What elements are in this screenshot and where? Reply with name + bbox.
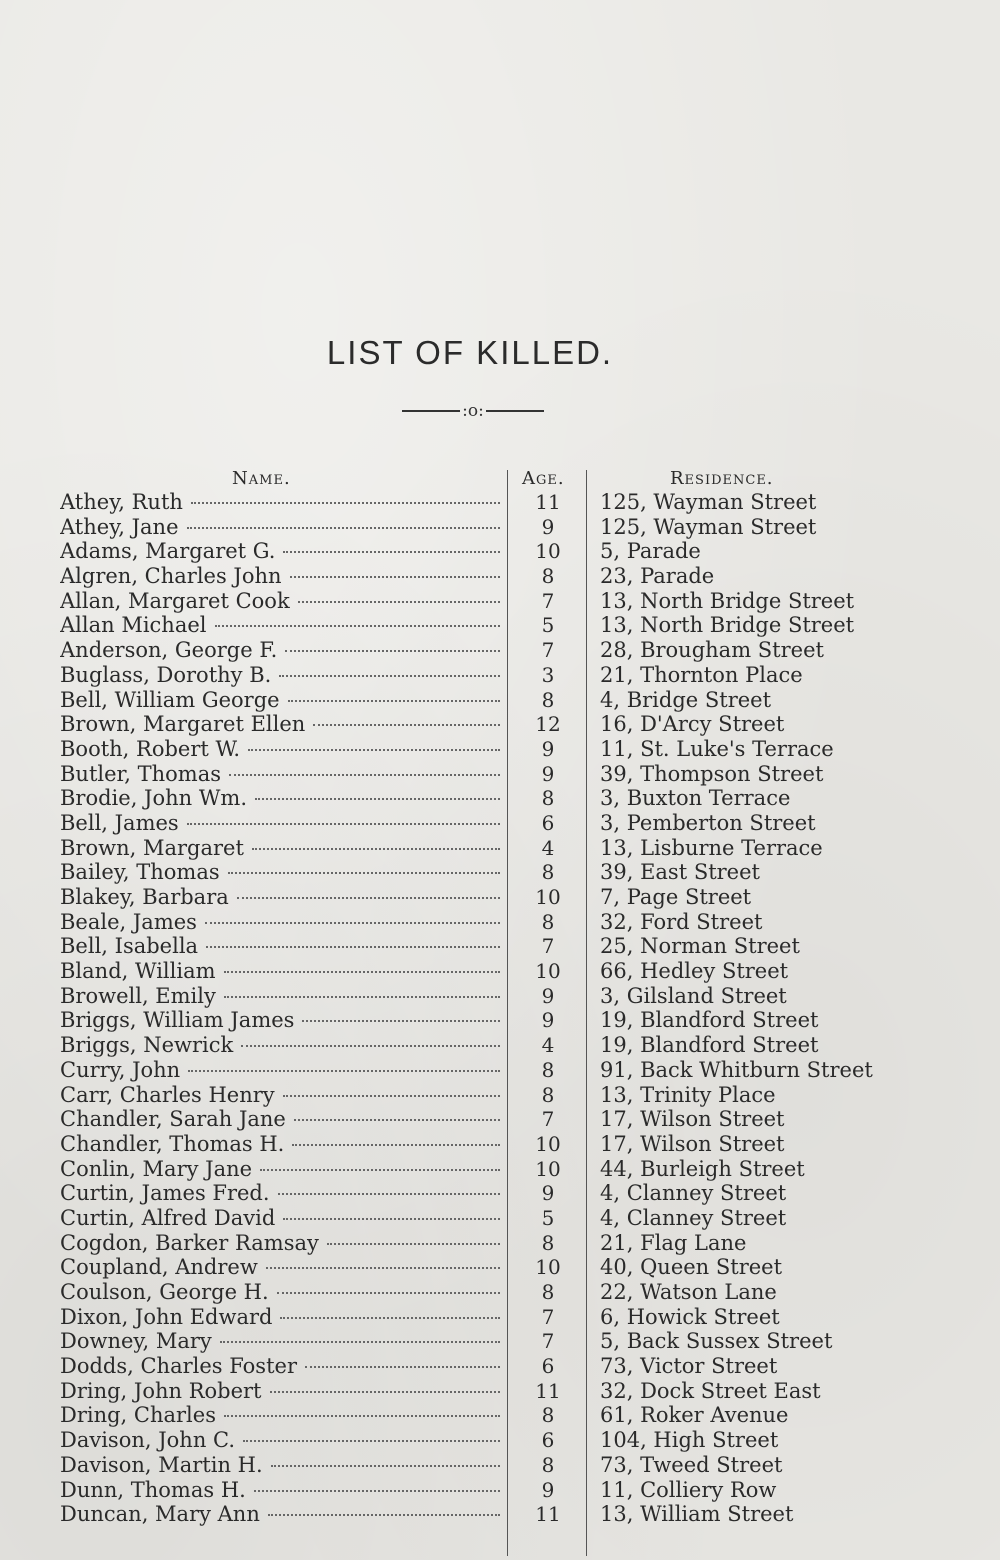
name-text: Downey, Mary	[60, 1329, 212, 1354]
residence-cell: 39, Thompson Street	[600, 761, 824, 786]
name-text: Briggs, William James	[60, 1008, 295, 1033]
table-row	[0, 1058, 1000, 1083]
name-text: Athey, Jane	[60, 514, 179, 539]
age-cell: 7	[541, 934, 555, 959]
dot-leader	[252, 848, 500, 850]
name-cell	[60, 811, 502, 836]
dot-leader	[288, 700, 500, 702]
age-cell: 5	[541, 1205, 555, 1230]
title-separator	[0, 400, 946, 421]
name-cell	[60, 1132, 502, 1157]
dot-leader	[237, 897, 500, 899]
dot-leader	[187, 527, 500, 529]
age-cell: 7	[541, 1304, 555, 1329]
name-text: Conlin, Mary Jane	[60, 1156, 253, 1181]
name-text: Chandler, Thomas H.	[60, 1131, 285, 1156]
name-text: Browell, Emily	[60, 983, 216, 1008]
table-row	[0, 1379, 1000, 1404]
age-cell: 7	[541, 638, 555, 663]
name-text: Bland, William	[60, 959, 216, 984]
name-cell	[60, 1107, 502, 1132]
residence-cell: 7, Page Street	[600, 885, 752, 909]
age-cell: 8	[541, 1403, 555, 1428]
residence-cell: 22, Watson Lane	[600, 1280, 777, 1304]
age-cell: 9	[541, 1477, 555, 1502]
residence-cell: 13, North Bridge Street	[600, 588, 855, 613]
dot-leader	[191, 502, 500, 504]
name-text: Carr, Charles Henry	[60, 1082, 275, 1107]
dot-leader	[255, 798, 500, 800]
name-cell	[60, 984, 502, 1009]
name-cell	[60, 1502, 502, 1527]
age-cell: 10	[535, 1255, 561, 1280]
name-text: Briggs, Newrick	[60, 1033, 234, 1058]
name-text: Brodie, John Wm.	[60, 786, 248, 811]
residence-cell: 6, Howick Street	[600, 1304, 780, 1329]
page-title: LIST OF KILLED.	[326, 334, 614, 371]
name-text: Bailey, Thomas	[60, 860, 220, 885]
table-row	[0, 1132, 1000, 1157]
name-text: Bell, James	[60, 810, 179, 835]
age-cell: 7	[541, 588, 555, 613]
age-cell: 6	[541, 1428, 555, 1453]
age-cell: 8	[541, 1057, 555, 1082]
age-cell: 9	[541, 1181, 555, 1206]
dot-leader	[277, 1292, 500, 1294]
dot-leader	[302, 1020, 500, 1022]
table-row	[0, 1428, 1000, 1453]
residence-cell: 91, Back Whitburn Street	[600, 1057, 873, 1082]
age-cell: 10	[535, 885, 561, 909]
age-cell: 8	[541, 1082, 555, 1107]
name-cell	[60, 613, 502, 638]
age-cell: 8	[541, 1452, 555, 1477]
age-cell: 8	[541, 909, 555, 934]
table-row	[0, 663, 1000, 688]
residence-cell: 4, Clanney Street	[600, 1181, 787, 1206]
age-cell: 4	[541, 1033, 555, 1058]
residence-cell: 104, High Street	[600, 1428, 779, 1453]
dot-leader	[280, 1317, 500, 1319]
name-cell	[60, 712, 502, 737]
column-header-residence: Residence.	[670, 468, 774, 489]
dot-leader	[294, 1119, 500, 1121]
age-cell: 9	[541, 1008, 555, 1033]
name-cell	[60, 786, 502, 811]
residence-cell: 19, Blandford Street	[600, 1008, 819, 1033]
dot-leader	[205, 922, 500, 924]
age-cell: 6	[541, 810, 555, 835]
name-cell	[60, 1231, 502, 1256]
name-cell	[60, 1280, 502, 1305]
age-cell: 11	[535, 1378, 561, 1403]
residence-cell: 39, East Street	[600, 860, 760, 885]
name-text: Beale, James	[60, 909, 197, 934]
dot-leader	[188, 1070, 500, 1072]
residence-cell: 25, Norman Street	[600, 934, 800, 959]
table-row	[0, 1157, 1000, 1182]
dot-leader	[278, 1193, 500, 1195]
name-text: Blakey, Barbara	[60, 885, 229, 909]
residence-cell: 32, Ford Street	[600, 909, 763, 934]
name-cell	[60, 1305, 502, 1330]
separator-mark: :o:	[462, 401, 484, 421]
dot-leader	[243, 1440, 500, 1442]
name-text: Butler, Thomas	[60, 761, 222, 786]
name-text: Bell, William George	[60, 687, 280, 712]
residence-cell: 125, Wayman Street	[600, 514, 817, 539]
age-cell: 9	[541, 761, 555, 786]
table-row	[0, 910, 1000, 935]
dot-leader	[283, 551, 500, 553]
residence-cell: 13, Lisburne Terrace	[600, 835, 823, 860]
table-row	[0, 1255, 1000, 1280]
name-text: Bell, Isabella	[60, 934, 199, 959]
residence-cell: 21, Thornton Place	[600, 662, 803, 687]
residence-cell: 13, North Bridge Street	[600, 613, 855, 638]
name-cell	[60, 1206, 502, 1231]
residence-cell: 17, Wilson Street	[600, 1131, 785, 1156]
dot-leader	[266, 1267, 500, 1269]
name-cell	[60, 836, 502, 861]
dot-leader	[248, 749, 500, 751]
age-cell: 10	[535, 959, 561, 984]
table-row	[0, 1231, 1000, 1256]
residence-cell: 19, Blandford Street	[600, 1033, 819, 1058]
name-text: Coupland, Andrew	[60, 1255, 258, 1280]
table-row	[0, 959, 1000, 984]
dot-leader	[220, 1341, 500, 1343]
separator-dash-right	[486, 410, 544, 412]
name-text: Athey, Ruth	[60, 490, 183, 514]
dot-leader	[283, 1218, 500, 1220]
residence-cell: 23, Parade	[600, 564, 715, 589]
name-text: Dodds, Charles Foster	[60, 1354, 297, 1379]
residence-cell: 125, Wayman Street	[600, 490, 817, 514]
name-cell	[60, 860, 502, 885]
name-cell	[60, 1379, 502, 1404]
name-cell	[60, 1354, 502, 1379]
table-row	[0, 1329, 1000, 1354]
name-text: Booth, Robert W.	[60, 736, 241, 761]
name-text: Allan Michael	[60, 613, 207, 638]
table-row	[0, 737, 1000, 762]
killed-list-table	[0, 490, 1000, 1527]
dot-leader	[241, 1045, 500, 1047]
dot-leader	[292, 1144, 500, 1146]
name-cell	[60, 910, 502, 935]
residence-cell: 11, Colliery Row	[600, 1477, 777, 1502]
dot-leader	[268, 1514, 500, 1516]
residence-cell: 66, Hedley Street	[600, 959, 789, 984]
dot-leader	[290, 576, 500, 578]
name-cell	[60, 737, 502, 762]
residence-cell: 3, Buxton Terrace	[600, 786, 791, 811]
table-row	[0, 712, 1000, 737]
age-cell: 12	[535, 712, 561, 737]
dot-leader	[254, 1490, 500, 1492]
name-cell	[60, 490, 502, 515]
table-row	[0, 589, 1000, 614]
name-text: Dring, John Robert	[60, 1378, 262, 1403]
age-cell: 7	[541, 1107, 555, 1132]
age-cell: 8	[541, 860, 555, 885]
residence-cell: 5, Back Sussex Street	[600, 1329, 833, 1354]
name-cell	[60, 1329, 502, 1354]
age-cell: 4	[541, 835, 555, 860]
name-cell	[60, 1058, 502, 1083]
residence-cell: 17, Wilson Street	[600, 1107, 785, 1132]
table-row	[0, 1206, 1000, 1231]
residence-cell: 16, D'Arcy Street	[600, 712, 785, 737]
residence-cell: 5, Parade	[600, 539, 701, 564]
name-text: Davison, John C.	[60, 1428, 236, 1453]
table-row	[0, 515, 1000, 540]
age-cell: 9	[541, 983, 555, 1008]
name-text: Curtin, Alfred David	[60, 1205, 276, 1230]
name-cell	[60, 1428, 502, 1453]
age-cell: 8	[541, 786, 555, 811]
age-cell: 8	[541, 564, 555, 589]
dot-leader	[224, 1415, 500, 1417]
age-cell: 3	[541, 662, 555, 687]
residence-cell: 3, Gilsland Street	[600, 983, 787, 1008]
residence-cell: 13, William Street	[600, 1502, 794, 1527]
column-header-age: Age.	[522, 468, 565, 489]
table-row	[0, 811, 1000, 836]
name-cell	[60, 1008, 502, 1033]
name-text: Davison, Martin H.	[60, 1452, 263, 1477]
table-row	[0, 688, 1000, 713]
dot-leader	[305, 1366, 500, 1368]
table-row	[0, 1453, 1000, 1478]
name-cell	[60, 1083, 502, 1108]
residence-cell: 13, Trinity Place	[600, 1082, 776, 1107]
dot-leader	[228, 872, 500, 874]
name-cell	[60, 934, 502, 959]
name-text: Curry, John	[60, 1057, 181, 1082]
dot-leader	[187, 823, 500, 825]
table-row	[0, 1305, 1000, 1330]
age-cell: 11	[535, 490, 561, 514]
age-cell: 7	[541, 1329, 555, 1354]
age-cell: 10	[535, 539, 561, 564]
column-header-name: Name.	[232, 468, 291, 489]
table-row	[0, 786, 1000, 811]
name-cell	[60, 1255, 502, 1280]
name-text: Duncan, Mary Ann	[60, 1502, 260, 1527]
name-text: Cogdon, Barker Ramsay	[60, 1230, 319, 1255]
name-cell	[60, 762, 502, 787]
name-cell	[60, 1181, 502, 1206]
name-cell	[60, 1033, 502, 1058]
residence-cell: 40, Queen Street	[600, 1255, 783, 1280]
age-cell: 5	[541, 613, 555, 638]
table-row	[0, 1280, 1000, 1305]
name-text: Chandler, Sarah Jane	[60, 1107, 286, 1132]
table-row	[0, 1107, 1000, 1132]
age-cell: 9	[541, 514, 555, 539]
age-cell: 10	[535, 1131, 561, 1156]
name-cell	[60, 885, 502, 910]
name-cell	[60, 663, 502, 688]
dot-leader	[298, 601, 500, 603]
residence-cell: 44, Burleigh Street	[600, 1156, 805, 1181]
name-cell	[60, 1478, 502, 1503]
name-cell	[60, 539, 502, 564]
residence-cell: 4, Bridge Street	[600, 687, 772, 712]
name-cell	[60, 1453, 502, 1478]
name-text: Dunn, Thomas H.	[60, 1477, 246, 1502]
age-cell: 9	[541, 736, 555, 761]
dot-leader	[224, 971, 500, 973]
table-row	[0, 1008, 1000, 1033]
table-row	[0, 564, 1000, 589]
dot-leader	[270, 1391, 501, 1393]
name-text: Brown, Margaret Ellen	[60, 712, 306, 737]
table-row	[0, 762, 1000, 787]
residence-cell: 4, Clanney Street	[600, 1205, 787, 1230]
dot-leader	[283, 1095, 500, 1097]
name-cell	[60, 589, 502, 614]
dot-leader	[224, 996, 500, 998]
residence-cell: 61, Roker Avenue	[600, 1403, 789, 1428]
table-row	[0, 1403, 1000, 1428]
name-text: Algren, Charles John	[60, 564, 282, 589]
dot-leader	[271, 1465, 500, 1467]
dot-leader	[215, 625, 501, 627]
age-cell: 6	[541, 1354, 555, 1379]
table-row	[0, 1354, 1000, 1379]
table-row	[0, 1033, 1000, 1058]
age-cell: 8	[541, 1230, 555, 1255]
name-text: Dring, Charles	[60, 1403, 216, 1428]
residence-cell: 28, Brougham Street	[600, 638, 824, 663]
age-cell: 8	[541, 1280, 555, 1304]
table-row	[0, 613, 1000, 638]
age-cell: 11	[535, 1502, 561, 1527]
name-cell	[60, 638, 502, 663]
table-row	[0, 1181, 1000, 1206]
dot-leader	[285, 650, 500, 652]
table-row	[0, 1478, 1000, 1503]
name-cell	[60, 688, 502, 713]
table-row	[0, 885, 1000, 910]
name-cell	[60, 1403, 502, 1428]
table-row	[0, 860, 1000, 885]
table-row	[0, 638, 1000, 663]
name-cell	[60, 959, 502, 984]
name-text: Dixon, John Edward	[60, 1304, 273, 1329]
name-text: Buglass, Dorothy B.	[60, 662, 272, 687]
table-row	[0, 984, 1000, 1009]
residence-cell: 11, St. Luke's Terrace	[600, 736, 834, 761]
table-row	[0, 1502, 1000, 1527]
residence-cell: 73, Victor Street	[600, 1354, 778, 1379]
name-text: Adams, Margaret G.	[60, 539, 276, 564]
dot-leader	[260, 1169, 500, 1171]
name-cell	[60, 1157, 502, 1182]
dot-leader	[206, 946, 500, 948]
dot-leader	[313, 724, 500, 726]
age-cell: 10	[535, 1156, 561, 1181]
table-row	[0, 934, 1000, 959]
name-cell	[60, 515, 502, 540]
name-cell	[60, 564, 502, 589]
name-text: Coulson, George H.	[60, 1280, 269, 1304]
residence-cell: 21, Flag Lane	[600, 1230, 747, 1255]
table-row	[0, 836, 1000, 861]
residence-cell: 73, Tweed Street	[600, 1452, 783, 1477]
separator-dash-left	[402, 410, 460, 412]
residence-cell: 32, Dock Street East	[600, 1378, 821, 1403]
residence-cell: 3, Pemberton Street	[600, 810, 816, 835]
dot-leader	[229, 774, 500, 776]
age-cell: 8	[541, 687, 555, 712]
name-text: Brown, Margaret	[60, 835, 244, 860]
table-row	[0, 539, 1000, 564]
name-text: Anderson, George F.	[60, 638, 278, 663]
name-text: Curtin, James Fred.	[60, 1181, 270, 1206]
table-row	[0, 490, 1000, 515]
name-text: Allan, Margaret Cook	[60, 588, 290, 613]
dot-leader	[327, 1243, 500, 1245]
table-row	[0, 1083, 1000, 1108]
dot-leader	[279, 675, 500, 677]
